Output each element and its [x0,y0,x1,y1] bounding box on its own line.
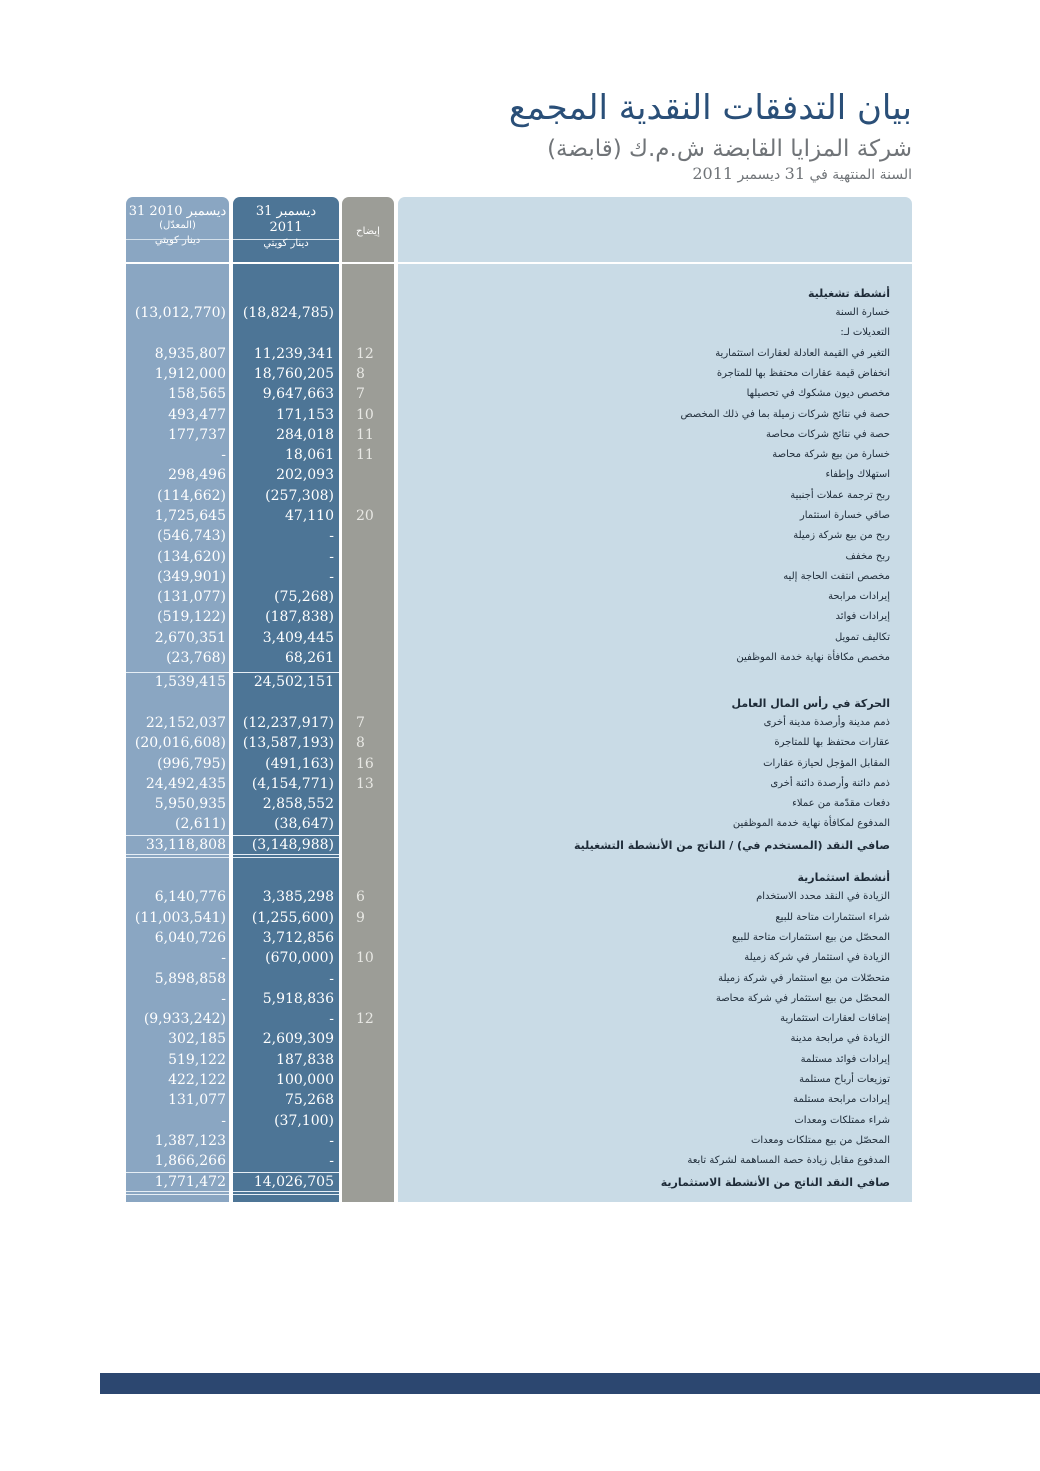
row-note: 13 [356,776,374,792]
row-value-2011: - [329,1011,334,1027]
row-label: مخصص ديون مشكوك في تحصيلها [746,388,890,399]
row-label: شراء ممتلكات ومعدات [794,1115,890,1126]
row-label: صافي النقد الناتج من الأنشطة الاستثمارية [660,1176,890,1189]
period-prefix: السنة المنتهية في [809,167,912,183]
column-2010-currency: دينار كويتي [154,235,201,246]
row-label: المحصّل من بيع استثمارات متاحة للبيع [731,932,890,943]
row-label: ربح ترجمة عملات أجنبية [790,490,890,501]
column-2011-currency: دينار كويتي [263,238,309,249]
row-value-2010: (134,620) [157,549,226,565]
row-value-2011: 2,858,552 [262,796,334,812]
row-value-2010: 493,477 [168,407,226,423]
total-double-line [126,1194,229,1195]
row-label: الزيادة في النقد محدد الاستخدام [756,891,890,902]
row-value-2010: (9,933,242) [143,1011,226,1027]
row-value-2010: 158,565 [168,386,226,402]
row-label: المدفوع لمكافأة نهاية خدمة الموظفين [732,818,890,829]
row-note: 16 [356,756,374,772]
company-name: شركة المزايا القابضة ش.م.ك (قابضة) [547,136,912,162]
row-value-2010: 33,118,808 [145,837,226,853]
column-header-2010 [126,204,229,247]
row-value-2010: 1,725,645 [154,508,226,524]
row-value-2010: 177,737 [168,427,226,443]
row-value-2010: 1,912,000 [154,366,226,382]
period-line [692,164,912,183]
row-label: دفعات مقدّمة من عملاء [792,798,890,809]
row-label: حصة في نتائج شركات زميلة بما في ذلك المخصص [680,409,890,420]
row-label: خسارة السنة [835,307,890,318]
row-value-2011: (4,154,771) [251,776,334,792]
row-value-2010: - [221,950,226,966]
row-label: ذمم مدينة وأرصدة مدينة أخرى [763,717,890,728]
row-value-2011: 75,268 [285,1092,334,1108]
row-value-2010: (519,122) [157,609,226,625]
period-year: 2011 [692,164,734,183]
total-line [233,672,339,673]
row-label: إيرادات مرابحة [828,591,890,602]
row-value-2011: 5,918,836 [262,991,334,1007]
row-label: ربح من بيع شركة زميلة [793,530,890,541]
row-label: انخفاض قيمة عقارات محتفظ بها للمتاجرة [716,368,890,379]
column-2010-date: 31 ديسمبر 2010 [128,204,227,219]
row-value-2011: 3,385,298 [262,889,334,905]
row-label: حصة في نتائج شركات محاصة [766,429,890,440]
row-value-2011: - [329,569,334,585]
row-label: خسارة من بيع شركة محاصة [772,449,890,460]
row-label: المحصّل من بيع ممتلكات ومعدات [750,1135,890,1146]
row-note: 8 [356,735,365,751]
total-line [233,854,339,855]
row-label: استهلاك وإطفاء [825,469,890,480]
row-value-2011: 3,712,856 [262,930,334,946]
total-double-line [126,857,229,858]
row-label: ربح مخفف [845,551,890,562]
row-value-2010: 5,898,858 [154,971,226,987]
row-label: الحركة في رأس المال العامل [731,697,890,710]
row-label: أنشطة استثمارية [797,871,890,884]
row-value-2010: 1,866,266 [154,1153,226,1169]
row-note: 11 [356,427,374,443]
row-value-2011: (3,148,988) [251,837,334,853]
row-value-2010: - [221,1113,226,1129]
row-value-2011: 187,838 [276,1052,334,1068]
row-value-2010: - [221,447,226,463]
row-label: ذمم دائنة وأرصدة دائنة أخرى [770,778,890,789]
row-value-2011: - [329,971,334,987]
row-value-2011: (187,838) [265,609,334,625]
row-label: إيرادات فوائد [835,611,890,622]
row-note: 9 [356,910,365,926]
row-value-2011: (670,000) [265,950,334,966]
row-label: صافي النقد (المستخدم في) / الناتج من الأنشطة التشغيلية [574,839,890,852]
row-value-2011: 2,609,309 [262,1031,334,1047]
row-value-2011: 100,000 [276,1072,334,1088]
row-value-2011: 14,026,705 [253,1174,334,1190]
total-line [126,854,229,855]
column-header-note: إيضاح [356,226,380,237]
row-value-2011: (38,647) [274,816,334,832]
row-value-2010: 302,185 [168,1031,226,1047]
row-value-2011: (1,255,600) [251,910,334,926]
row-value-2011: 24,502,151 [253,674,334,690]
row-label: صافي خسارة استثمار [799,510,890,521]
row-note: 7 [356,715,365,731]
row-value-2011: (13,587,193) [242,735,334,751]
total-line [233,1191,339,1192]
row-label: التغير في القيمة العادلة لعقارات استثمارية [715,348,890,359]
row-value-2011: 9,647,663 [262,386,334,402]
row-value-2010: 2,670,351 [154,630,226,646]
row-value-2011: - [329,528,334,544]
row-value-2011: (37,100) [274,1113,334,1129]
row-label: إيرادات فوائد مستلمة [800,1054,890,1065]
total-line [126,1191,229,1192]
row-label: إضافات لعقارات استثمارية [780,1013,890,1024]
row-note: 12 [356,1011,374,1027]
row-note: 10 [356,950,374,966]
row-value-2010: 6,140,776 [154,889,226,905]
row-value-2011: - [329,1133,334,1149]
row-note: 6 [356,889,365,905]
row-value-2011: 18,061 [285,447,334,463]
row-value-2011: 284,018 [276,427,334,443]
row-value-2011: 11,239,341 [253,346,334,362]
row-value-2010: 1,387,123 [154,1133,226,1149]
column-header-2011 [233,204,339,250]
total-double-line [233,1194,339,1195]
header-bottom-line [126,262,912,264]
column-2010-restated: (المعدّل) [159,220,196,231]
row-label: إيرادات مرابحة مستلمة [793,1094,890,1105]
row-value-2011: 18,760,205 [253,366,334,382]
period-day: 31 [784,164,806,183]
row-value-2010: (11,003,541) [134,910,226,926]
row-label: الزيادة في استثمار في شركة زميلة [744,952,890,963]
row-value-2010: (20,016,608) [134,735,226,751]
row-value-2011: 202,093 [276,467,334,483]
period-month: ديسمبر [737,167,781,183]
row-label: تكاليف تمويل [834,632,890,643]
column-2011-date: 31 ديسمبر [255,204,317,219]
row-value-2011: (75,268) [274,589,334,605]
row-label: التعديلات لـ: [840,327,890,338]
row-label: المقابل المؤجل لحيازة عقارات [763,758,890,769]
row-value-2010: (2,611) [174,816,226,832]
total-line [126,1172,229,1173]
row-value-2010: 519,122 [168,1052,226,1068]
row-label: مخصص انتفت الحاجة إليه [783,571,890,582]
row-value-2010: 1,539,415 [154,674,226,690]
row-value-2011: - [329,1153,334,1169]
row-label: المدفوع مقابل زيادة حصة المساهمة لشركة تابعة [687,1155,890,1166]
total-line [233,835,339,836]
row-value-2011: 3,409,445 [262,630,334,646]
row-value-2011: - [329,549,334,565]
total-line [233,1172,339,1173]
total-line [126,835,229,836]
row-value-2010: 24,492,435 [145,776,226,792]
row-value-2011: (491,163) [265,756,334,772]
statement-title: بيان التدفقات النقدية المجمع [508,88,912,128]
row-note: 11 [356,447,374,463]
row-label: شراء استثمارات متاحة للبيع [775,912,890,923]
row-value-2010: 131,077 [168,1092,226,1108]
row-value-2010: (349,901) [157,569,226,585]
row-value-2010: 22,152,037 [145,715,226,731]
row-label: متحصّلات من بيع استثمار في شركة زميلة [718,973,890,984]
row-note: 20 [356,508,374,524]
row-value-2010: (131,077) [157,589,226,605]
row-label: أنشطة تشغيلية [808,287,890,300]
row-value-2010: 422,122 [168,1072,226,1088]
row-label: مخصص مكافأة نهاية خدمة الموظفين [736,652,890,663]
row-value-2010: 6,040,726 [154,930,226,946]
row-value-2010: (13,012,770) [134,305,226,321]
row-value-2010: (114,662) [157,488,226,504]
row-label: توزيعات أرباح مستلمة [799,1074,890,1085]
column-2011-year: 2011 [269,220,303,235]
total-line [126,672,229,673]
row-note: 12 [356,346,374,362]
row-value-2010: (996,795) [157,756,226,772]
total-double-line [233,857,339,858]
row-value-2011: 47,110 [285,508,334,524]
row-note: 8 [356,366,365,382]
row-value-2011: (257,308) [265,488,334,504]
row-note: 10 [356,407,374,423]
row-value-2010: 8,935,807 [154,346,226,362]
footer-bar [100,1373,1040,1394]
row-label: الزيادة في مرابحة مدينة [790,1033,890,1044]
row-value-2010: - [221,991,226,1007]
row-label: عقارات محتفظ بها للمتاجرة [774,737,890,748]
row-value-2011: (12,237,917) [242,715,334,731]
row-value-2010: (546,743) [157,528,226,544]
row-value-2011: 68,261 [285,650,334,666]
row-value-2010: 298,496 [168,467,226,483]
row-label: المحصّل من بيع استثمار في شركة محاصة [715,993,890,1004]
row-value-2010: (23,768) [166,650,226,666]
row-value-2010: 1,771,472 [154,1174,226,1190]
row-value-2010: 5,950,935 [154,796,226,812]
row-value-2011: 171,153 [276,407,334,423]
row-value-2011: (18,824,785) [242,305,334,321]
row-note: 7 [356,386,365,402]
